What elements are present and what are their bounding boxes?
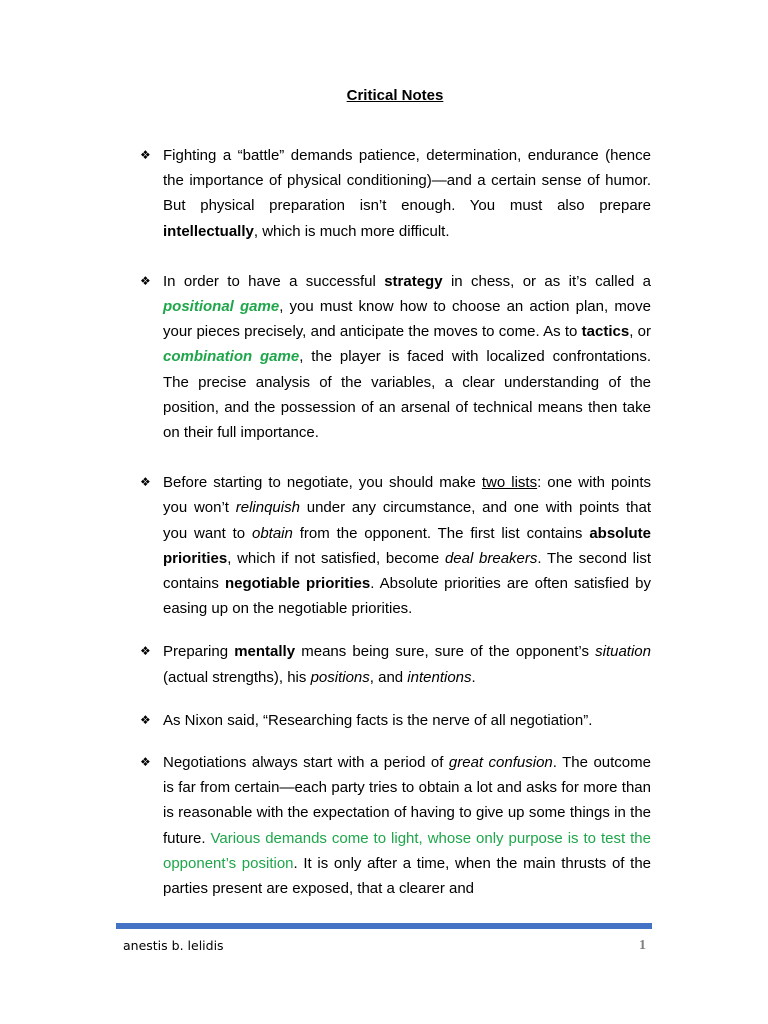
list-item	[140, 708, 651, 733]
bold-term: absolute priorities	[163, 524, 651, 567]
text-run: Before starting to negotiate, you should make	[163, 474, 482, 492]
text-run: Fighting a “battle” demands patience, determination, endurance (hence the importance of physical conditioning)—and a certain sense of humor. But physical preparation isn’t enough. You must also prepare	[163, 147, 651, 215]
diamond-bullet-icon: ❖	[140, 712, 151, 727]
text-run: (actual strengths), his	[163, 668, 311, 686]
diamond-bullet-icon: ❖	[140, 755, 151, 770]
page-number: 1	[639, 938, 646, 953]
text-run: , or	[629, 323, 651, 341]
highlighted-sentence: Various demands come to light, whose only purpose is to test the opponent’s position	[163, 829, 651, 872]
text-run: . The second list contains	[163, 549, 652, 593]
italic-term: obtain	[251, 524, 293, 542]
bullet-list	[140, 143, 651, 901]
italic-term: situation	[595, 643, 651, 661]
text-run: , you must know how to choose an action plan, move your pieces precisely, and anticipate the moves to come. As to	[163, 298, 651, 341]
text-run: . It is only after a time, when the main thrusts of the parties present are exposed, that a clearer and	[163, 854, 651, 898]
bold-term: strategy	[384, 272, 443, 290]
text-run: . The outcome is far from certain—each party tries to obtain a lot and asks for more than is reasonable with the expectation of having to give up some things in the future.	[163, 754, 651, 847]
diamond-bullet-icon: ❖	[140, 273, 151, 288]
italic-term: positions	[310, 668, 370, 686]
highlighted-term: combination game	[163, 348, 300, 366]
text-run: under any circumstance, and one with points that you want to	[163, 499, 651, 542]
text-run: Negotiations always start with a period of	[163, 754, 449, 772]
text-run: , which is much more difficult.	[253, 222, 450, 240]
italic-term: deal breakers	[444, 549, 538, 567]
italic-term: intentions	[407, 668, 472, 686]
text-run: from the opponent. The first list contains	[292, 524, 590, 542]
bold-term: negotiable priorities	[224, 575, 371, 593]
text-run: , which if not satisfied, become	[227, 549, 445, 567]
highlighted-term: positional game	[163, 298, 280, 316]
bold-term: intellectually	[163, 222, 254, 240]
italic-term: relinquish	[235, 499, 300, 517]
text-run: . Absolute priorities are often satisfied by easing up on the negotiable priorities.	[163, 575, 652, 618]
list-item	[140, 470, 651, 621]
list-item	[140, 639, 651, 689]
text-run: , the player is faced with localized confrontations. The precise analysis of the variables, a clear understanding of the position, and the possession of an arsenal of technical means then take on their full importance.	[163, 348, 651, 442]
underlined-term: two lists	[481, 474, 538, 492]
list-item	[140, 750, 651, 901]
diamond-bullet-icon: ❖	[140, 148, 151, 162]
text-run: Preparing	[163, 643, 235, 661]
footer-author: anestis b. lelidis	[123, 938, 224, 953]
text-run: As Nixon said, “Researching facts is the nerve of all negotiation”.	[163, 711, 593, 729]
text-run: means being sure, sure of the opponent’s	[295, 643, 596, 661]
footer-divider	[116, 923, 652, 929]
bold-term: tactics	[581, 323, 630, 341]
text-run: In order to have a successful	[163, 272, 385, 290]
text-run: in chess, or as it’s called a	[442, 272, 652, 290]
diamond-bullet-icon: ❖	[140, 475, 151, 490]
list-item	[140, 143, 651, 244]
text-run: , and	[369, 668, 408, 686]
list-item	[140, 269, 651, 445]
text-run: : one with points you won’t	[163, 474, 651, 517]
page-title: Critical Notes	[346, 87, 444, 104]
italic-term: great confusion	[448, 754, 553, 772]
diamond-bullet-icon: ❖	[140, 644, 151, 659]
bold-term: mentally	[234, 643, 296, 661]
text-run: .	[471, 668, 476, 686]
